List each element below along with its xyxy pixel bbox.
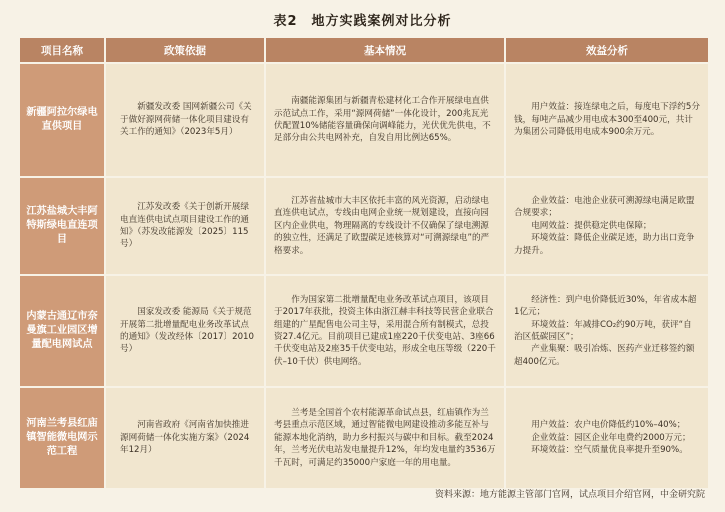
benefit-cell	[506, 388, 708, 488]
table-row	[20, 276, 708, 386]
benefit-line: 环境效益：降低企业碳足迹，助力出口竞争力提升。	[514, 233, 695, 256]
comparison-table	[18, 36, 710, 490]
basic-cell: 作为国家第二批增量配电业务改革试点项目，该项目于2017年获批，投资主体由浙江赫丰科技等民营企业联合组建的广星配售电公司主导，采用混合所有制模式，总投资27.4亿元。目前项目已建成1座220千伏变电站、3座66千伏变电站及2座35千伏变电站，形成全电压等级（220千伏–10千伏）供电网络。	[266, 276, 504, 386]
header-basic-situation: 基本情况	[266, 38, 504, 62]
source-note: 资料来源：地方能源主管部门官网，试点项目介绍官网，中金研究院	[434, 490, 705, 500]
benefit-line: 电网效益：提供稳定供电保障；	[531, 220, 652, 231]
policy-cell: 江苏发改委《关于创新开展绿电直连供电试点项目建设工作的通知》（苏发改能源发〔2025〕115号）	[106, 178, 264, 274]
policy-cell: 新疆发改委 国网新疆公司《关于做好源网荷储一体化项目建设有关工作的通知》（2023年5月）	[106, 64, 264, 176]
benefit-line: 企业效益：园区企业年电费约2000万元；	[531, 432, 691, 443]
header-project-name: 项目名称	[20, 38, 104, 62]
header-policy-basis: 政策依据	[106, 38, 264, 62]
table-row	[20, 388, 708, 488]
project-name-cell: 河南兰考县红庙镇智能微电网示范工程	[20, 388, 104, 488]
policy-cell: 河南省政府《河南省加快推进源网荷储一体化实施方案》（2024年12月）	[106, 388, 264, 488]
policy-cell: 国家发改委 能源局《关于规范开展第二批增量配电业务改革试点的通知》（发改经体〔2017〕2010号）	[106, 276, 264, 386]
table-row	[20, 178, 708, 274]
benefit-line: 经济性：到户电价降低近30%，年省成本超1亿元；	[514, 294, 697, 318]
benefit-line: 企业效益：电池企业获可溯源绿电满足欧盟合规要求；	[514, 195, 695, 219]
table-title: 表2 地方实践案例对比分析	[273, 14, 452, 29]
table-row	[20, 64, 708, 176]
benefit-line: 用户效益：接连绿电之后，每度电下浮约5分钱，每吨产品减少用电成本300至400元，共计为集团公司降低用电成本900余万元。	[514, 102, 700, 138]
benefit-cell	[506, 178, 708, 274]
basic-cell: 兰考是全国首个农村能源革命试点县，红庙镇作为兰考县重点示范区域，通过智能微电网建设推动多能互补与能源本地化消纳，助力乡村振兴与碳中和目标。截至2024年，兰考光伏电站发电量提升12%，年均发电量约3536万千瓦时，可满足约35000户家庭一年的用电量。	[266, 388, 504, 488]
project-name-cell: 江苏盐城大丰阿特斯绿电直连项目	[20, 178, 104, 274]
header-benefit-analysis: 效益分析	[506, 38, 708, 62]
project-name-cell: 内蒙古通辽市奈曼旗工业园区增量配电网试点	[20, 276, 104, 386]
basic-cell: 江苏省盐城市大丰区依托丰富的风光资源，启动绿电直连供电试点，专线由电网企业统一规划建设，直接向园区内企业供电，物理隔离的专线设计不仅确保了绿电溯源的独立性，还满足了欧盟碳足迹核算对“可溯源绿电”的严格要求。	[266, 178, 504, 274]
benefit-line: 产业集聚：吸引冶炼、医药产业迁移签约额超400亿元。	[514, 344, 695, 367]
project-name-cell: 新疆阿拉尔绿电直供项目	[20, 64, 104, 176]
benefit-line: 环境效益：年减排CO₂约90万吨，获评“自治区低碳园区”；	[514, 319, 692, 342]
benefit-cell	[506, 64, 708, 176]
header-row	[20, 38, 708, 62]
benefit-line: 环境效益：空气质量优良率提升至90%。	[531, 445, 688, 456]
benefit-line: 用户效益：农户电价降低约10%–40%；	[531, 420, 686, 431]
basic-cell: 南疆能源集团与新疆青松建材化工合作开展绿电直供示范试点工作，采用“源网荷储”一体化设计，200兆瓦光伏配置10%储能容量确保向调峰能力，光伏优先供电，不足部分由公共电网补充，自发自用比例达65%。	[266, 64, 504, 176]
benefit-cell	[506, 276, 708, 386]
